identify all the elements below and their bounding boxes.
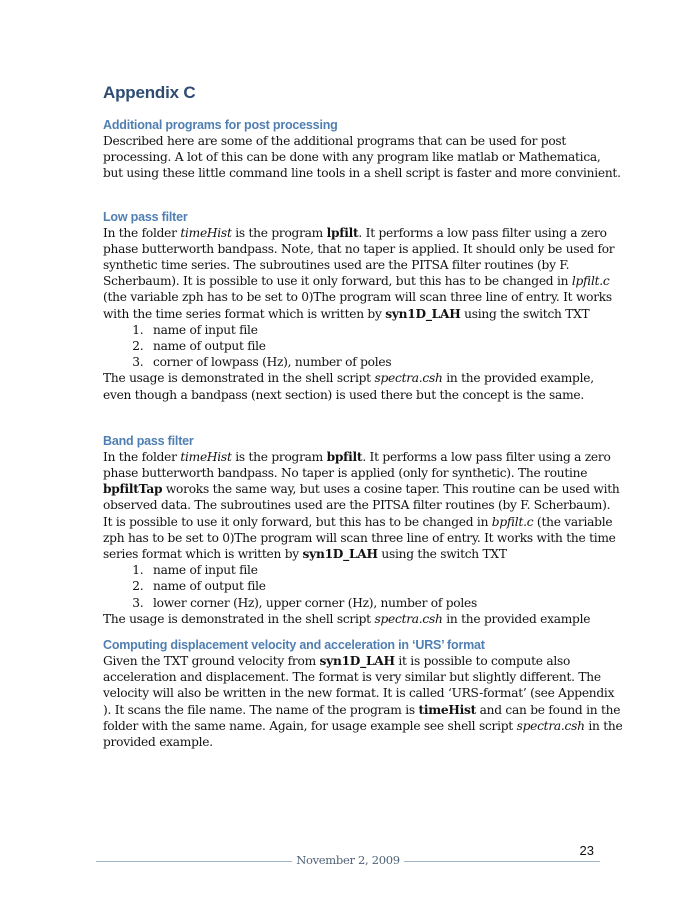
- script-name: spectra.csh: [516, 718, 585, 733]
- list-item: 2. name of output file: [147, 338, 623, 354]
- list-item: 1. name of input file: [147, 322, 623, 338]
- text-run: using the switch TXT: [460, 306, 590, 321]
- intro-section: [103, 117, 623, 182]
- text-run: is the program: [231, 225, 327, 240]
- footer-divider-right: [404, 861, 600, 862]
- text-run: (the variable zph has to be set to 0)The program will scan three line of entry. It works with the time series format which is written by: [103, 514, 616, 562]
- urs-paragraph: [103, 653, 623, 750]
- urs-section: [103, 637, 623, 750]
- text-run: woroks the same way, but uses a cosine taper. This routine can be used with observed data. The subroutines used are the PITSA filter routines (by F. Scherbaum). It is possible to use it only forward, but this has to be changed in: [103, 482, 620, 529]
- appendix-title: Appendix C: [103, 83, 196, 102]
- text-run: it is possible to compute also acceleration and displacement. The format is very similar but slightly different. The velocity will also be written in the new format. It is called ‘URS-format’ (see Appendix ). It scans the file name. The name of the program is: [103, 654, 615, 717]
- program-name: bpfiltTap: [103, 482, 163, 497]
- text-run: In the folder: [103, 449, 181, 464]
- source-file-name: lpfilt.c: [571, 274, 610, 289]
- text-run: (the variable zph has to be set to 0)The program will scan three line of entry. It works with the time series format which is written by: [103, 290, 612, 321]
- list-item: 3. corner of lowpass (Hz), number of poles: [147, 354, 623, 370]
- page-content: [103, 82, 623, 750]
- bandpass-section: [103, 433, 623, 627]
- text-run: The usage is demonstrated in the shell script: [103, 611, 375, 626]
- text-run: in the provided example.: [103, 718, 623, 750]
- text-run: and can be found in the folder with the same name. Again, for usage example see shell script: [103, 702, 621, 733]
- bandpass-usage-paragraph: [103, 611, 623, 627]
- lowpass-section: [103, 209, 623, 403]
- urs-heading: Computing displacement velocity and acceleration in ‘URS’ format: [103, 638, 485, 653]
- page-number: 23: [579, 843, 594, 858]
- text-run: In the folder: [103, 225, 181, 240]
- bandpass-input-list: [103, 562, 623, 611]
- program-name: syn1D_LAH: [385, 306, 461, 321]
- intro-paragraph: Described here are some of the additional programs that can be used for post processing. A lot of this can be done with any program like matlab or Mathematica, but using these little command line tools in a shell script is faster and more convinient.: [103, 134, 621, 181]
- text-run: The usage is demonstrated in the shell script: [103, 371, 375, 386]
- program-name: syn1D_LAH: [319, 654, 395, 669]
- bandpass-paragraph: [103, 449, 623, 562]
- lowpass-paragraph: [103, 225, 623, 322]
- script-name: spectra.csh: [374, 611, 443, 626]
- text-run: in the provided example, even though a bandpass (next section) is used there but the concept is the same.: [103, 371, 594, 402]
- lowpass-usage-paragraph: [103, 370, 623, 402]
- text-run: using the switch TXT: [377, 547, 507, 562]
- bandpass-heading: Band pass filter: [103, 433, 194, 448]
- list-item: 2. name of output file: [147, 578, 623, 594]
- program-name: bpfilt: [326, 449, 363, 464]
- folder-name: timeHist: [180, 225, 232, 240]
- intro-heading: Additional programs for post processing: [103, 118, 338, 132]
- folder-name: timeHist: [180, 449, 232, 464]
- lowpass-heading: Low pass filter: [103, 209, 188, 224]
- text-run: . It performs a low pass filter using a zero phase butterworth bandpass. No taper is applied (only for synthetic). The routine: [103, 449, 611, 481]
- text-run: . It performs a low pass filter using a zero phase butterworth bandpass. Note, that no taper is applied. It should only be used for synthetic time series. The subroutines used are the PITSA filter routines (by F. Scherbaum). It is possible to use it only forward, but this has to be changed in: [103, 225, 615, 289]
- script-name: spectra.csh: [374, 371, 443, 386]
- list-item: 3. lower corner (Hz), upper corner (Hz), number of poles: [147, 595, 623, 611]
- footer-divider-left: [96, 861, 292, 862]
- list-item: 1. name of input file: [147, 562, 623, 578]
- page-footer: [96, 843, 600, 878]
- text-run: in the provided example: [442, 611, 591, 626]
- lowpass-input-list: [103, 322, 623, 371]
- text-run: Given the TXT ground velocity from: [103, 654, 320, 669]
- program-name: lpfilt: [326, 225, 359, 240]
- source-file-name: bpfilt.c: [491, 514, 534, 529]
- footer-date: November 2, 2009: [296, 853, 400, 867]
- program-name: syn1D_LAH: [302, 547, 378, 562]
- text-run: is the program: [231, 449, 327, 464]
- program-name: timeHist: [418, 702, 477, 717]
